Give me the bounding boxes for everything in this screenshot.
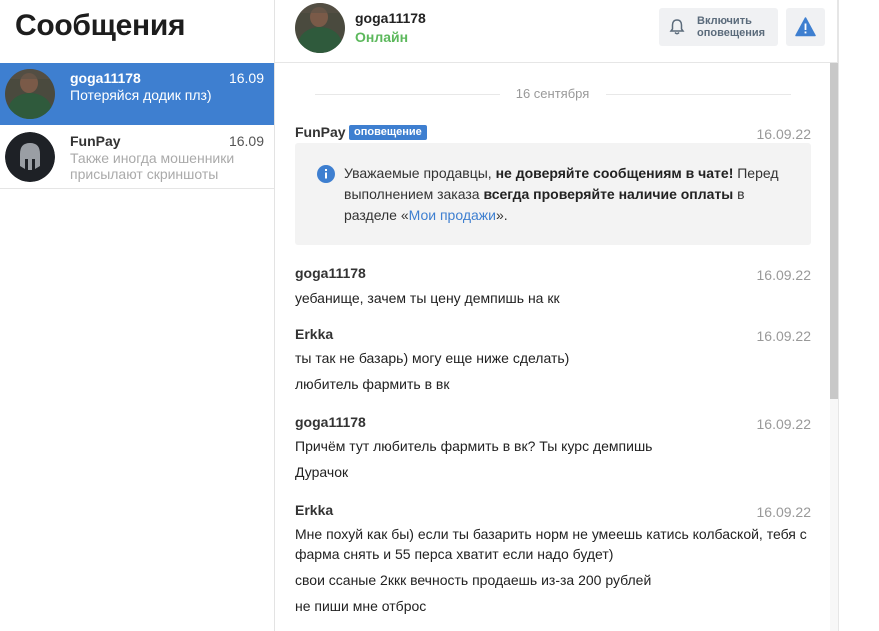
alert-box [295,143,811,245]
divider [0,188,274,189]
message-author[interactable]: goga11178 [295,265,366,281]
message-text: Мне похуй как бы) если ты базарить норм не умеешь катись колбаской, тебя с [295,526,807,542]
message-time: 16.09.22 [756,267,811,283]
avatar [5,69,55,119]
sidebar [0,0,275,631]
online-status: Онлайн [355,29,409,45]
funpay-logo-avatar [5,132,55,182]
page-title: Сообщения [15,9,186,42]
message-text: Причём тут любитель фармить в вк? Ты курс демпишь [295,438,653,454]
message-time: 16.09.22 [756,126,811,142]
message [295,326,811,396]
system-message [295,124,811,249]
chat-item-preview: Потеряйся додик плз) [70,87,212,103]
message-text: свои ссаные 2ккк вечность продаешь из-за 200 рублей [295,572,652,588]
message-author[interactable]: FunPay [295,124,346,140]
message [295,265,811,315]
chat-item-goga11178[interactable] [0,63,274,125]
message-author[interactable]: Erkka [295,502,334,518]
info-icon [317,165,335,188]
notify-label-line1: Включить [697,15,752,27]
message-text: Дурачок [295,464,349,480]
message-time: 16.09.22 [756,416,811,432]
chat-item-date: 16.09 [228,70,264,86]
notification-badge: оповещение [349,125,427,140]
message-list[interactable] [275,63,830,631]
alert-text: Уважаемые продавцы, не доверяйте сообщениям в чате! Перед выполнением заказа всегда проверяйте наличие оплаты в разделе «Мои продажи». [344,165,779,223]
chat-item-name: goga11178 [70,70,141,86]
chat-header [275,0,838,63]
chat-item-funpay[interactable] [0,126,274,188]
message-time: 16.09.22 [756,328,811,344]
warning-icon [795,17,816,37]
message-time: 16.09.22 [756,504,811,520]
message [295,414,811,484]
message-text: ты так не базарь) могу еще ниже сделать) [295,350,570,366]
message [295,502,811,627]
message-text: уебанище, зачем ты цену демпишь на кк [295,290,560,306]
divider [838,0,839,631]
chat-item-date: 16.09 [228,133,264,149]
my-sales-link[interactable]: Мои продажи [408,207,496,223]
enable-notifications-button[interactable] [659,8,778,46]
bell-icon [668,18,686,41]
message-text: фарма снять и 55 перса хватит если надо будет) [295,546,614,562]
message-text: не пиши мне отброс [295,598,427,614]
message-text: любитель фармить в вк [295,376,450,392]
chat-item-name: FunPay [70,133,121,149]
scrollbar-thumb[interactable] [830,63,838,399]
date-separator-label: 16 сентября [515,86,590,101]
avatar[interactable] [295,3,345,53]
report-button[interactable] [786,8,825,46]
message-author[interactable]: goga11178 [295,414,366,430]
message-author[interactable]: Erkka [295,326,334,342]
notify-label-line2: оповещения [697,27,766,39]
header-username[interactable]: goga11178 [355,10,426,26]
chat-item-preview: Также иногда мошенники присылают скриншоты [70,150,235,182]
date-separator [275,85,830,103]
